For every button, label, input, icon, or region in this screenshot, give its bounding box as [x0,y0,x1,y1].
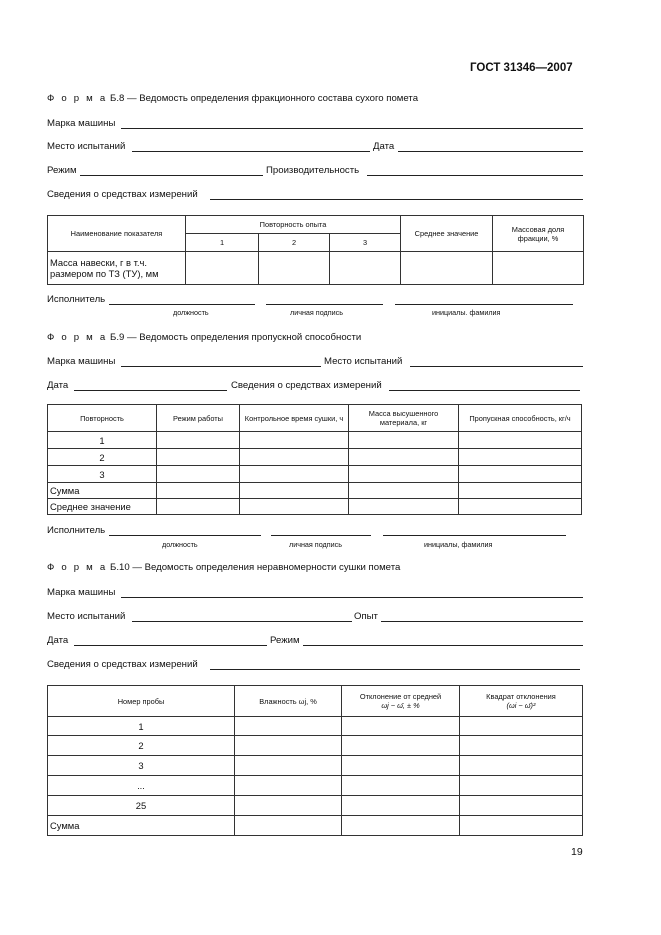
form-b8-place-label: Место испытаний [47,141,126,152]
form-b10-form-word: Ф о р м а [47,562,108,573]
table-cell[interactable] [460,816,583,836]
form-b8-col-average: Среднее значение [401,216,493,252]
form-b8-executor-label: Исполнитель [47,294,106,305]
table-cell[interactable] [342,717,460,736]
form-b9-col-capacity: Пропускная способность, кг/ч [459,405,582,432]
form-b8-table [47,215,584,285]
form-b9-sig-name: инициалы, фамилия [424,540,493,549]
page-number: 19 [571,846,583,858]
form-b8-position-field[interactable] [109,304,255,305]
form-b10-col-sample: Номер пробы [48,686,235,717]
form-b8-signature-field[interactable] [266,304,383,305]
form-b9-sig-signature: личная подпись [289,540,342,549]
table-cell[interactable] [240,432,349,449]
form-b9-title-text: Б.9 — Ведомость определения пропускной способности [110,332,362,343]
form-b9-table [47,404,582,515]
form-b8-col-indicator: Наименование показателя [48,216,186,252]
form-b9-position-field[interactable] [109,535,261,536]
table-cell[interactable] [240,466,349,483]
table-cell[interactable] [460,796,583,816]
table-cell[interactable] [240,483,349,499]
table-cell[interactable] [460,776,583,796]
form-b10-row-label: 2 [48,736,235,756]
form-b9-row-sum: Сумма [48,483,157,499]
form-b9-row-label: 1 [48,432,157,449]
table-cell[interactable] [235,717,342,736]
form-b10-row-label: 25 [48,796,235,816]
table-cell[interactable] [342,756,460,776]
form-b9-instruments-field[interactable] [389,390,580,391]
form-b10-experiment-label: Опыт [354,611,378,622]
table-cell[interactable] [157,483,240,499]
table-cell[interactable] [349,483,459,499]
table-cell[interactable] [157,432,240,449]
table-cell[interactable] [349,466,459,483]
form-b9-date-label: Дата [47,380,69,391]
form-b10-instruments-field[interactable] [210,669,580,670]
table-cell[interactable] [460,736,583,756]
form-b10-machine-label: Марка машины [47,587,116,598]
table-cell[interactable] [235,796,342,816]
table-cell[interactable] [459,466,582,483]
table-cell[interactable] [157,499,240,515]
form-b8-sig-signature: личная подпись [290,308,343,317]
form-b8-place-field[interactable] [132,151,370,152]
table-cell[interactable] [157,466,240,483]
table-cell[interactable] [235,816,342,836]
form-b8-instruments-label: Сведения о средствах измерений [47,189,198,200]
form-b9-date-field[interactable] [74,390,227,391]
form-b8-productivity-label: Производительность [266,165,360,176]
form-b10-experiment-field[interactable] [381,621,583,622]
form-b9-col-time: Контрольное время сушки, ч [240,405,349,432]
form-b10-row-label: ... [48,776,235,796]
table-cell[interactable] [240,499,349,515]
form-b9-signature-field[interactable] [271,535,371,536]
table-cell[interactable] [235,776,342,796]
table-cell[interactable] [157,449,240,466]
form-b10-col-deviation [342,686,460,717]
form-b8-date-label: Дата [373,141,395,152]
form-b10-col-moisture: Влажность ωj, % [235,686,342,717]
form-b9-machine-label: Марка машины [47,356,116,367]
table-cell[interactable] [460,756,583,776]
form-b9-place-field[interactable] [410,366,583,367]
form-b10-title [47,562,400,573]
form-b10-col-square [460,686,583,717]
table-cell[interactable] [349,499,459,515]
form-b9-name-field[interactable] [383,535,566,536]
form-b8-mode-label: Режим [47,165,77,176]
form-b10-col-deviation-formula: ωj − ω̄, ± % [381,701,420,710]
table-cell[interactable] [401,252,493,285]
form-b10-row-sum: Сумма [48,816,235,836]
form-b8-sig-position: должность [173,308,209,317]
form-b9-row-label: 2 [48,449,157,466]
form-b8-date-field[interactable] [398,151,583,152]
form-b9-executor-label: Исполнитель [47,525,106,536]
table-cell[interactable] [186,252,259,285]
form-b8-machine-label: Марка машины [47,118,116,129]
table-cell[interactable] [240,449,349,466]
form-b9-col-mass: Масса высушенного материала, кг [349,405,459,432]
form-b10-title-text: Б.10 — Ведомость определения неравномерности сушки помета [110,562,401,573]
table-cell[interactable] [459,483,582,499]
table-cell[interactable] [460,717,583,736]
form-b9-instruments-label: Сведения о средствах измерений [231,380,382,391]
form-b9-form-word: Ф о р м а [47,332,108,343]
form-b10-col-square-formula: (ωi − ω̄)² [506,701,536,710]
form-b10-date-field[interactable] [74,645,267,646]
form-b8-form-word: Ф о р м а [47,93,108,104]
form-b9-machine-field[interactable] [121,366,321,367]
table-cell[interactable] [493,252,584,285]
form-b8-sig-name: инициалы. фамилия [432,308,501,317]
form-b10-place-field[interactable] [132,621,352,622]
form-b10-col-deviation-label: Отклонение от средней [359,692,442,701]
form-b8-col-fraction: Массовая доля фракции, % [493,216,584,252]
table-cell[interactable] [349,449,459,466]
form-b8-instruments-field[interactable] [210,199,583,200]
form-b8-productivity-field[interactable] [367,175,583,176]
form-b8-repeat-num: 1 [186,234,259,252]
form-b8-machine-field[interactable] [121,128,583,129]
table-cell[interactable] [235,736,342,756]
table-cell[interactable] [342,776,460,796]
form-b8-row-mass: Масса навески, г в т.ч. размером по ТЗ (ТУ), мм [48,252,186,285]
form-b10-machine-field[interactable] [121,597,583,598]
form-b10-row-label: 3 [48,756,235,776]
form-b9-col-mode: Режим работы [157,405,240,432]
form-b10-date-label: Дата [47,635,69,646]
form-b9-place-label: Место испытаний [324,356,403,367]
table-cell[interactable] [459,499,582,515]
form-b9-row-average: Среднее значение [48,499,157,515]
form-b10-instruments-label: Сведения о средствах измерений [47,659,198,670]
form-b8-name-field[interactable] [395,304,573,305]
form-b8-title-text: Б.8 — Ведомость определения фракционного состава сухого помета [110,93,419,104]
form-b9-col-repeat: Повторность [48,405,157,432]
table-cell[interactable] [459,432,582,449]
form-b9-row-label: 3 [48,466,157,483]
form-b8-repeat-num: 2 [259,234,330,252]
table-cell[interactable] [235,756,342,776]
table-cell[interactable] [459,449,582,466]
form-b8-col-repeat: Повторность опыта [186,216,401,234]
table-cell[interactable] [330,252,401,285]
table-cell[interactable] [342,736,460,756]
form-b8-mode-field[interactable] [80,175,263,176]
document-standard-number: ГОСТ 31346—2007 [470,62,573,74]
form-b9-title [47,332,361,343]
table-cell[interactable] [259,252,330,285]
table-cell[interactable] [342,796,460,816]
form-b10-row-label: 1 [48,717,235,736]
table-cell[interactable] [342,816,460,836]
form-b9-sig-position: должность [162,540,198,549]
table-cell[interactable] [349,432,459,449]
form-b8-title [47,93,418,104]
form-b10-mode-label: Режим [270,635,300,646]
form-b10-place-label: Место испытаний [47,611,126,622]
form-b8-repeat-num: 3 [330,234,401,252]
form-b10-table [47,685,583,836]
form-b10-col-square-label: Квадрат отклонения [486,692,556,701]
form-b10-mode-field[interactable] [303,645,583,646]
